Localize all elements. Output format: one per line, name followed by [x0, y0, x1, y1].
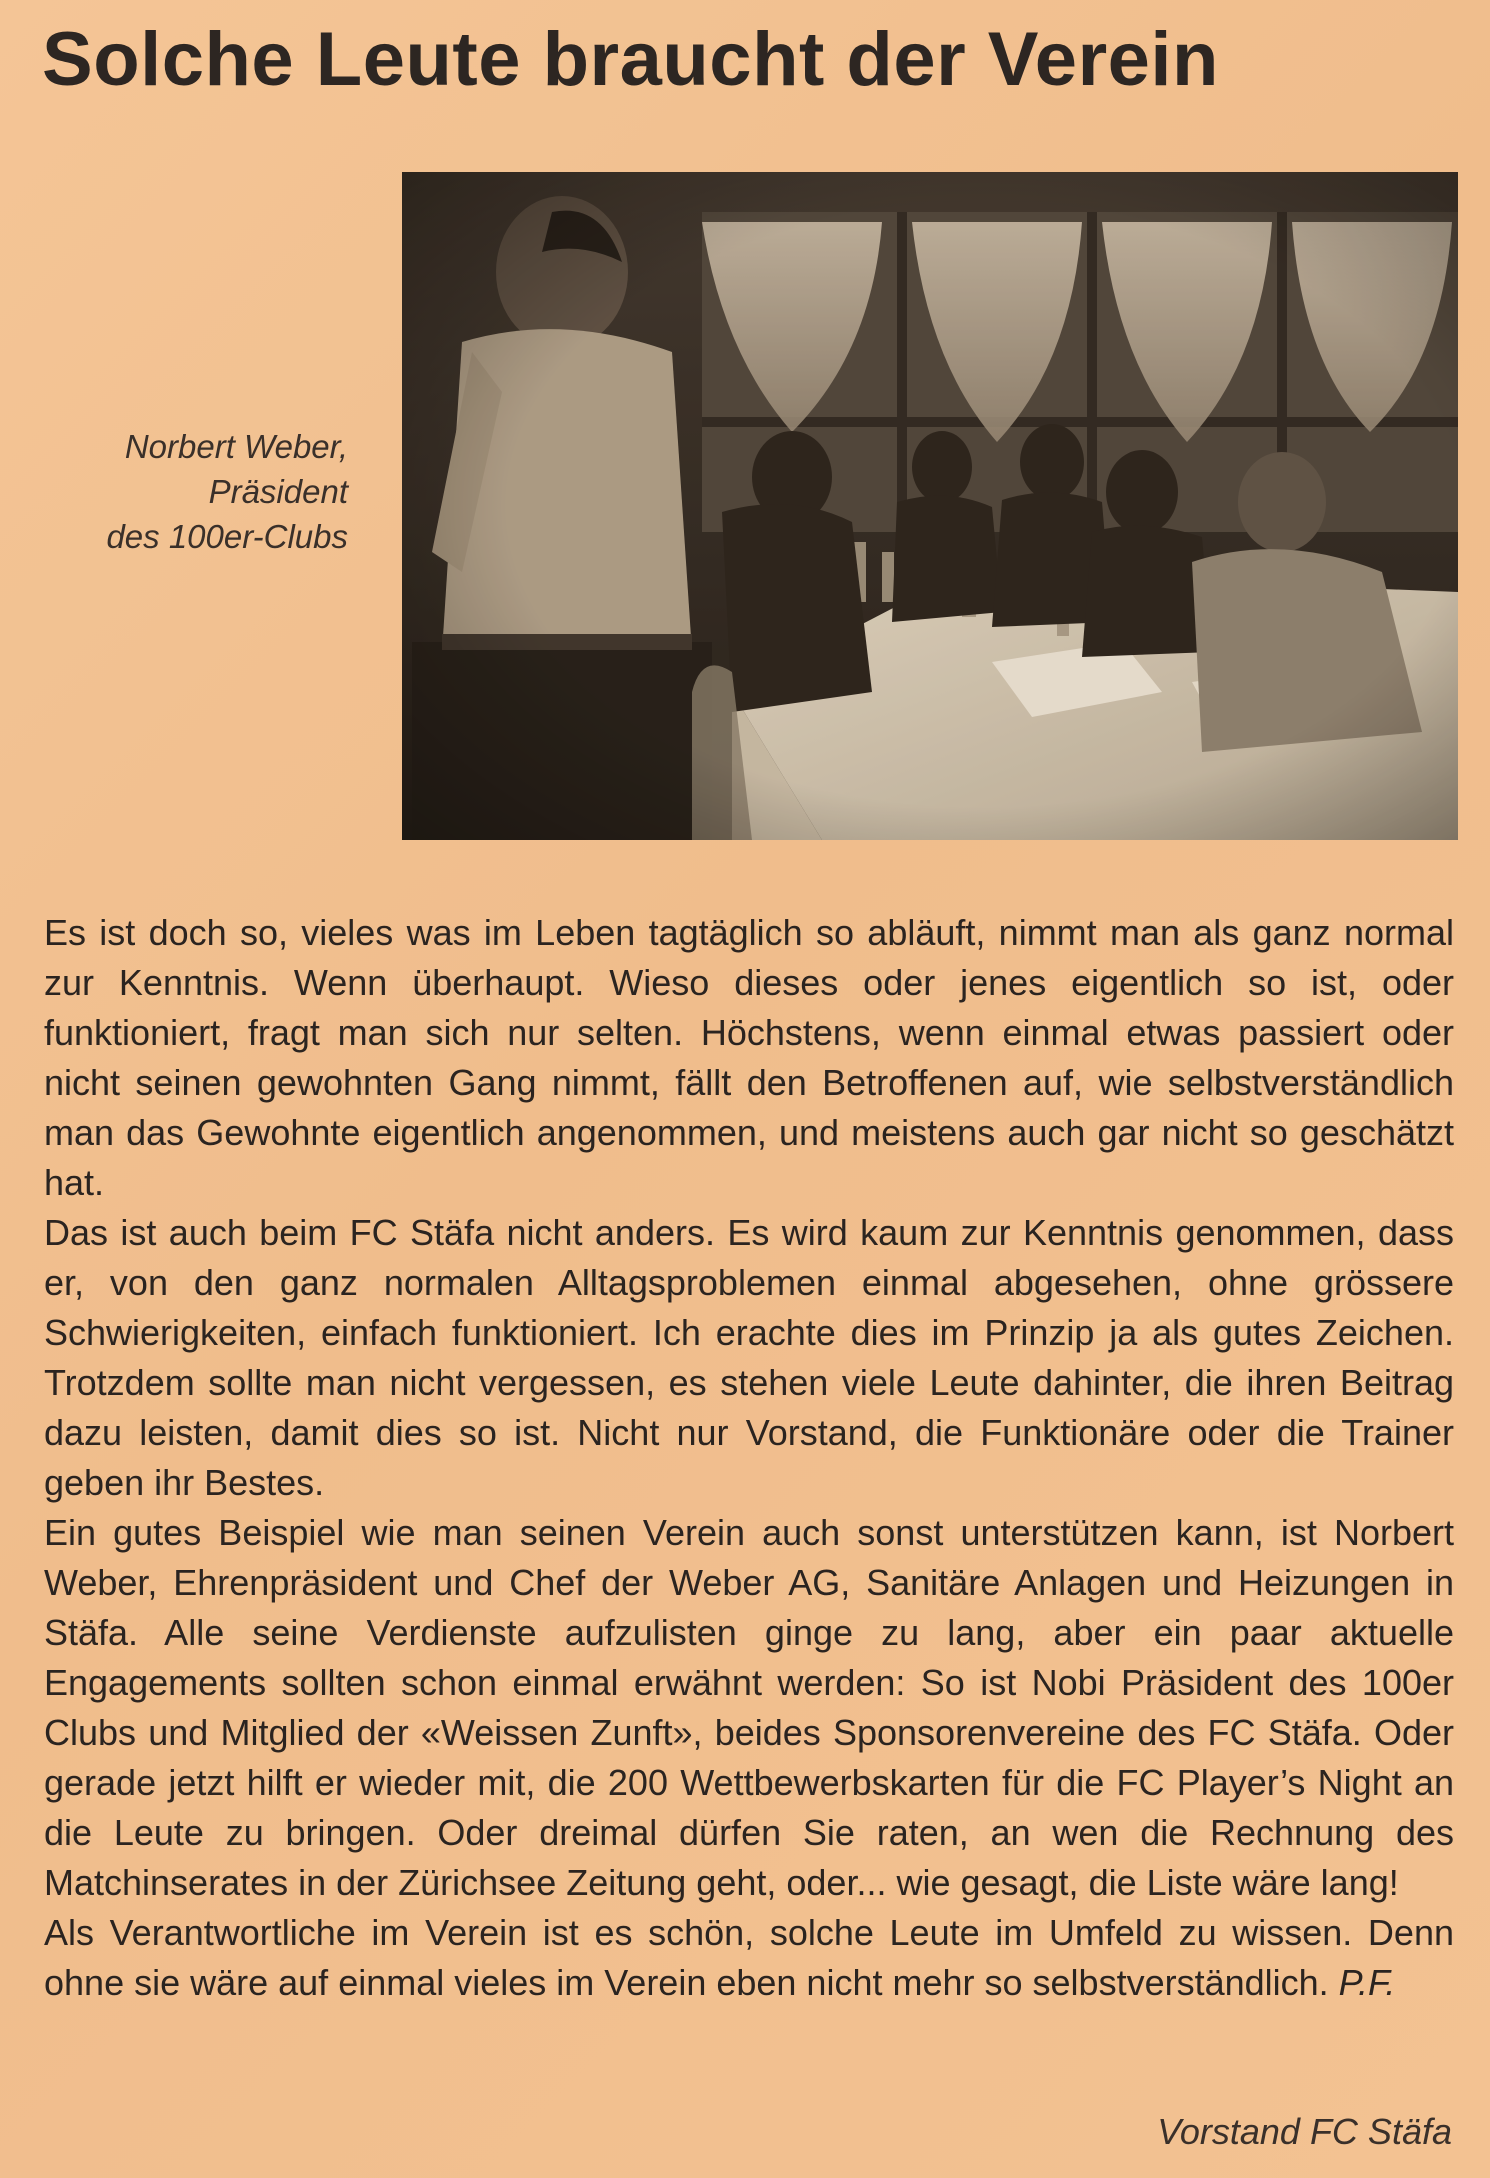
article-body: [44, 908, 1454, 2008]
photo-caption: [40, 424, 348, 559]
photo-illustration: [402, 172, 1458, 840]
paragraph-4: [44, 1908, 1454, 2008]
caption-line-role: Präsident: [208, 473, 348, 510]
paragraph-4-text: Als Verantwortliche im Verein ist es schön, solche Leute im Umfeld zu wissen. Denn ohne sie wäre auf einmal vieles im Verein eben nicht mehr so selbstverständlich.: [44, 1912, 1454, 2003]
article-photo: [402, 172, 1458, 840]
caption-line-club: des 100er-Clubs: [106, 518, 348, 555]
article-headline: Solche Leute braucht der Verein: [42, 17, 1219, 102]
author-initials: P.F.: [1338, 1962, 1396, 2003]
paragraph-3: Ein gutes Beispiel wie man seinen Verein auch sonst unterstützen kann, ist Norbert Weber, Ehrenpräsident und Chef der Weber AG, Sanitäre Anlagen und Heizungen in Stäfa. Alle seine Verdienste aufzulisten ginge zu lang, aber ein paar aktuelle Engagements sollten schon einmal erwähnt werden: So ist Nobi Präsident des 100er Clubs und Mitglied der «Weissen Zunft», beides Sponsorenvereine des FC Stäfa. Oder gerade jetzt hilft er wieder mit, die 200 Wettbewerbskarten für die FC Player’s Night an die Leute zu bringen. Oder dreimal dürfen Sie raten, an wen die Rechnung des Matchinserates in der Zürichsee Zeitung geht, oder... wie gesagt, die Liste wäre lang!: [44, 1512, 1454, 1903]
caption-line-name: Norbert Weber,: [124, 428, 348, 465]
article-signoff: Vorstand FC Stäfa: [1157, 2111, 1452, 2152]
paragraph-2: Das ist auch beim FC Stäfa nicht anders. Es wird kaum zur Kenntnis genommen, dass er, von den ganz normalen Alltagsproblemen einmal abgesehen, ohne grössere Schwierigkeiten, einfach funktioniert. Ich erachte dies im Prinzip ja als gutes Zeichen. Trotzdem sollte man nicht vergessen, es stehen viele Leute dahinter, die ihren Beitrag dazu leisten, damit dies so ist. Nicht nur Vorstand, die Funktionäre oder die Trainer geben ihr Bestes.: [44, 1212, 1454, 1503]
paragraph-1: Es ist doch so, vieles was im Leben tagtäglich so abläuft, nimmt man als ganz normal zur Kenntnis. Wenn überhaupt. Wieso dieses oder jenes eigentlich so ist, oder funktioniert, fragt man sich nur selten. Höchstens, wenn einmal etwas passiert oder nicht seinen gewohnten Gang nimmt, fällt den Betroffenen auf, wie selbstverständlich man das Gewohnte eigentlich angenommen, und meistens auch gar nicht so geschätzt hat.: [44, 912, 1454, 1203]
